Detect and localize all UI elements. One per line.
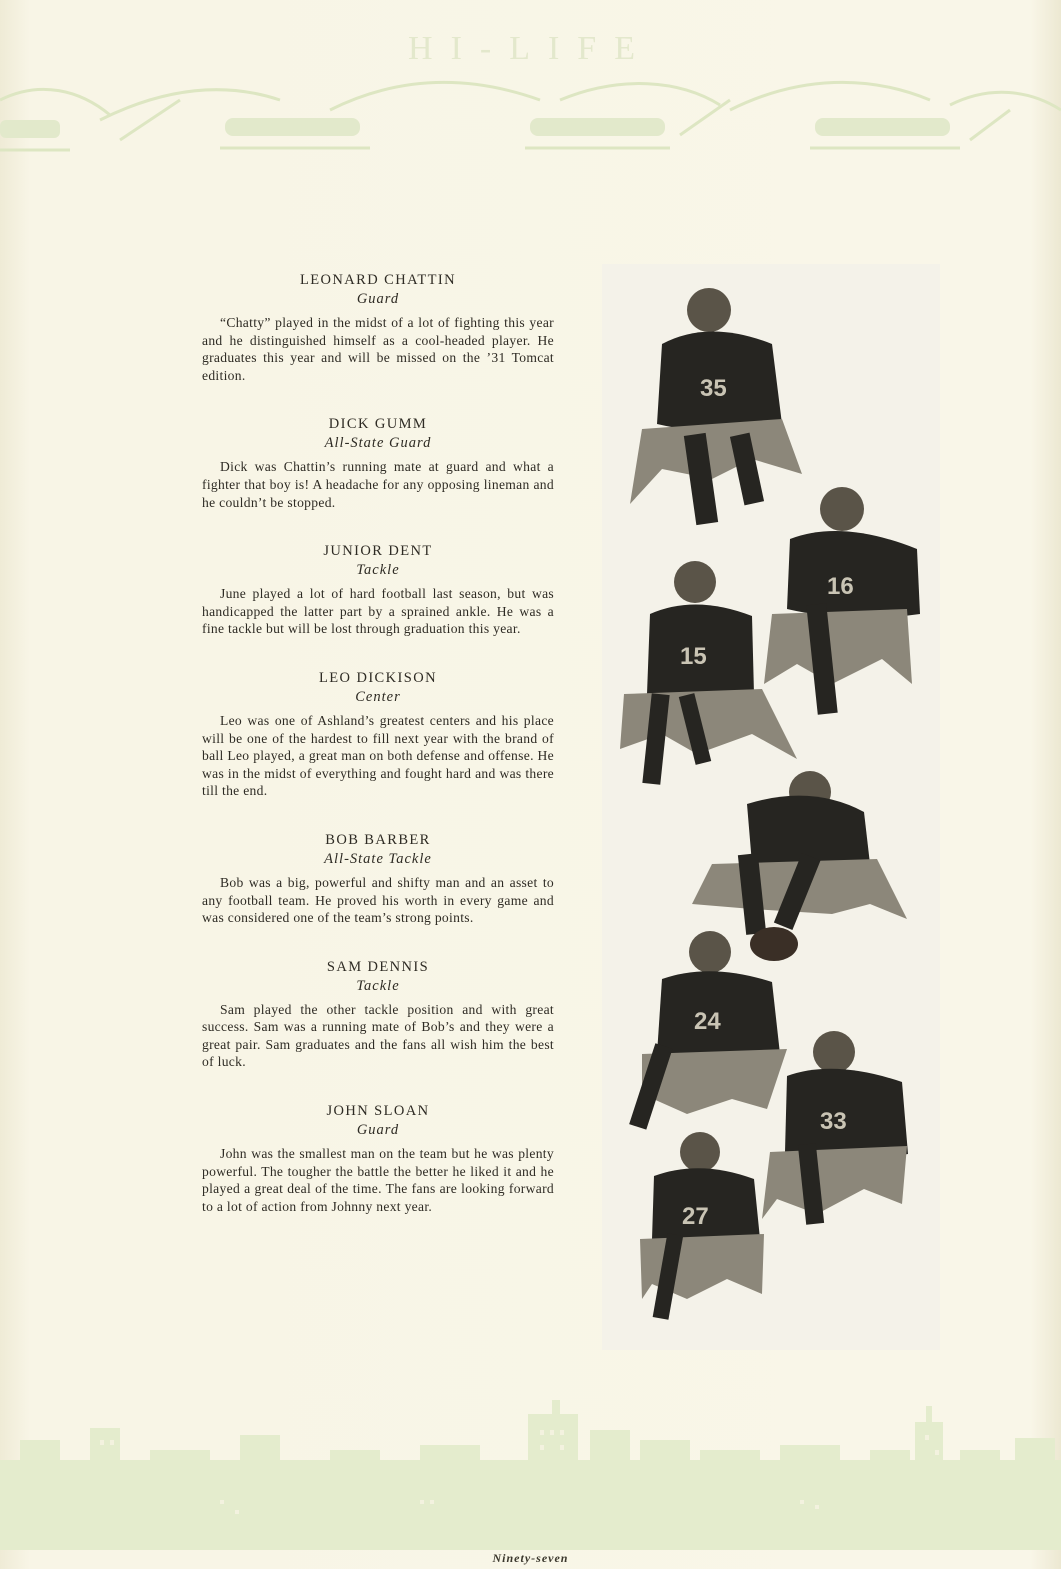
bio-entry <box>202 543 554 638</box>
player-position: All-State Guard <box>324 435 432 452</box>
jersey-number: 16 <box>827 573 854 600</box>
player-bio-text: “Chatty” played in the midst of a lot of fighting this year and he distinguished himself as a cool-headed player. He graduates this year and will be missed on the ’31 Tomcat edition. <box>202 315 554 383</box>
player-figures <box>602 264 940 1350</box>
player-position: Center <box>355 688 401 705</box>
bio-entry <box>202 959 554 1071</box>
player-position: Tackle <box>356 977 400 994</box>
player-name: JOHN SLOAN <box>326 1103 430 1120</box>
jersey-number: 27 <box>682 1203 709 1230</box>
player-figure <box>640 1132 764 1320</box>
player-bio-text: Leo was one of Ashland’s greatest centers and his place will be one of the hardest to fill next year with the brand of ball Leo played, a great man on both defense and offense. He was in the midst of everything and fought hard and was there till the end. <box>202 712 554 799</box>
player-position: Tackle <box>356 562 400 579</box>
player-bio-text: Sam played the other tackle position and with great success. Sam was a running mate of Bob’s and they were a great pair. Sam graduates and the fans all wish him the best of luck. <box>202 1001 554 1070</box>
player-name: BOB BARBER <box>325 831 431 848</box>
bio-entry <box>202 670 554 800</box>
masthead-title: HI-LIFE <box>408 30 653 67</box>
page-number: Ninety-seven <box>492 1551 569 1565</box>
player-bio-text: John was the smallest man on the team but he was plenty powerful. The tougher the battle the better he liked it and he played a great deal of the time. The fans are looking forward to a lot of action from Johnny next year. <box>202 1146 554 1214</box>
player-figure <box>762 1031 908 1225</box>
player-bio-text: Dick was Chattin’s running mate at guard and what a fighter that boy is! A headache for any opposing lineman and he couldn’t be stopped. <box>202 459 554 510</box>
player-name: JUNIOR DENT <box>323 543 433 560</box>
player-figure <box>629 931 787 1130</box>
player-bio-text: June played a lot of hard football last season, but was handicapped the latter part by a sprained ankle. He was a fine tackle but will be lost through graduation this year. <box>202 586 554 637</box>
player-figure <box>764 487 920 715</box>
bio-entry <box>202 416 554 511</box>
jersey-number: 33 <box>820 1108 847 1135</box>
player-position: Guard <box>356 1122 400 1139</box>
jersey-number: 15 <box>680 643 707 670</box>
player-figure <box>630 288 802 525</box>
team-photo-collage <box>602 264 940 1350</box>
player-name: SAM DENNIS <box>326 958 430 975</box>
player-position: All-State Tackle <box>324 850 432 867</box>
bio-entry <box>202 272 554 384</box>
bio-entry <box>202 1103 554 1215</box>
bio-entry <box>202 832 554 927</box>
bio-column <box>202 272 554 1247</box>
jersey-number: 24 <box>694 1008 721 1035</box>
jersey-number: 35 <box>700 375 727 402</box>
city-skyline-illustration <box>0 1400 1061 1550</box>
player-name: LEO DICKISON <box>319 669 437 686</box>
football <box>750 927 798 961</box>
player-figure <box>692 771 907 961</box>
player-name: DICK GUMM <box>328 416 428 433</box>
player-name: LEONARD CHATTIN <box>300 272 456 288</box>
player-position: Guard <box>356 291 400 307</box>
player-bio-text: Bob was a big, powerful and shifty man and an asset to any football team. He proved his worth in every game and was considered one of the team’s strong points. <box>202 874 554 926</box>
biplane-header-illustration <box>0 70 1061 190</box>
